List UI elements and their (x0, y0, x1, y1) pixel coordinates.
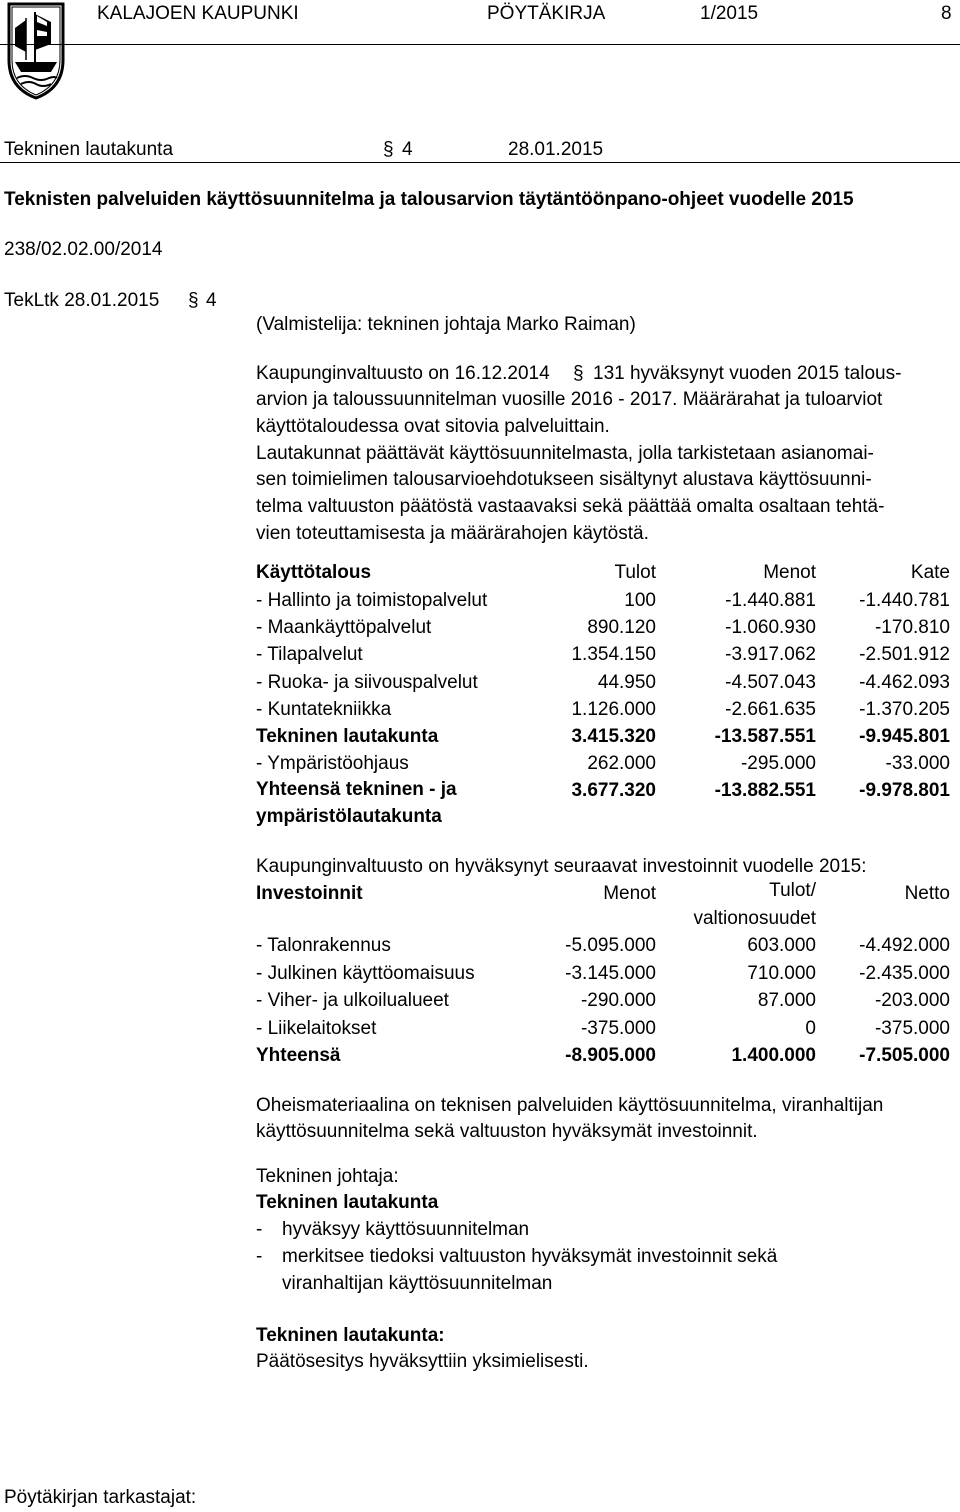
op-row-margin: -9.945.801 (859, 726, 950, 747)
op-row-name: - Hallinto ja toimistopalvelut (256, 590, 488, 611)
op-total-costs: -13.882.551 (714, 780, 816, 801)
op-row-income: 100 (624, 590, 656, 611)
proposal-item-dash: - (256, 1246, 263, 1267)
city-coat-of-arms-logo (5, 0, 67, 100)
op-row-name: - Maankäyttöpalvelut (256, 617, 432, 638)
inv-row-costs: -8.905.000 (565, 1045, 656, 1066)
intro-line-4: Lautakunnat päättävät käyttösuunnitelmasta, jolla tarkistetaan asianomai- (256, 443, 874, 464)
op-row-costs: -1.060.930 (725, 617, 816, 638)
attachments-line-1: Oheismateriaalina on teknisen palveluiden käyttösuunnitelma, viranhaltijan (256, 1095, 884, 1116)
op-row-income: 3.415.320 (571, 726, 656, 747)
inv-header-net: Netto (904, 883, 950, 904)
decision-body: Tekninen lautakunta: (256, 1325, 445, 1346)
op-row-costs: -2.661.635 (725, 699, 816, 720)
op-row-name: - Ruoka- ja siivouspalvelut (256, 672, 478, 693)
proposal-item-text: hyväksyy käyttösuunnitelman (282, 1219, 530, 1240)
header-page-number: 8 (941, 3, 952, 24)
preparer: (Valmistelija: tekninen johtaja Marko Raiman) (256, 314, 636, 335)
op-total-margin: -9.978.801 (859, 780, 950, 801)
inv-row-name: - Julkinen käyttöomaisuus (256, 963, 475, 984)
diary-number: 238/02.02.00/2014 (4, 239, 163, 260)
intro-line-1b: 131 hyväksynyt vuoden 2015 talous- (593, 363, 902, 384)
op-header-costs: Menot (763, 562, 816, 583)
intro-line-1a: Kaupunginvaltuusto on 16.12.2014 (256, 363, 550, 384)
header-doc-number: 1/2015 (700, 3, 759, 24)
op-row-margin: -1.440.781 (859, 590, 950, 611)
reference-section-number: 4 (206, 290, 217, 311)
op-row-costs: -4.507.043 (725, 672, 816, 693)
proposal-item (256, 1216, 529, 1243)
attachments-line-2: käyttösuunnitelma sekä valtuuston hyväksymät investoinnit. (256, 1121, 758, 1142)
proposal-by: Tekninen johtaja: (256, 1166, 399, 1187)
op-row-margin: -170.810 (874, 617, 950, 638)
inv-row-net: -203.000 (874, 990, 950, 1011)
op-row-name: - Ympäristöohjaus (256, 753, 409, 774)
op-total-income: 3.677.320 (571, 780, 656, 801)
intro-line-7: vien toteuttamisesta ja määrärahojen käytöstä. (256, 523, 649, 544)
op-row-margin: -1.370.205 (859, 699, 950, 720)
op-row-name: - Kuntatekniikka (256, 699, 392, 720)
inv-header-name: Investoinnit (256, 883, 363, 904)
inv-header-income-line-2: valtionosuudet (693, 908, 816, 929)
op-row-income: 44.950 (597, 672, 656, 693)
investments-intro: Kaupunginvaltuusto on hyväksynyt seuraavat investoinnit vuodelle 2015: (256, 856, 867, 877)
decision-text: Päätösesitys hyväksyttiin yksimielisesti. (256, 1351, 589, 1372)
op-total-name-line-2: ympäristölautakunta (256, 806, 442, 827)
op-row-income: 262.000 (587, 753, 656, 774)
op-row-margin: -2.501.912 (859, 644, 950, 665)
inv-row-net: -4.492.000 (859, 935, 950, 956)
proposal-body: Tekninen lautakunta (256, 1192, 439, 1213)
op-row-income: 1.354.150 (571, 644, 656, 665)
op-row-name: Tekninen lautakunta (256, 726, 439, 747)
inv-row-name: - Viher- ja ulkoilualueet (256, 990, 449, 1011)
proposal-item-text: merkitsee tiedoksi valtuuston hyväksymät investoinnit sekä (282, 1246, 778, 1267)
op-row-costs: -13.587.551 (714, 726, 816, 747)
header-city: KALAJOEN KAUPUNKI (97, 3, 299, 24)
inv-header-income-line-1: Tulot/ (769, 880, 816, 901)
inv-row-name: - Liikelaitokset (256, 1018, 377, 1039)
inv-row-income: 87.000 (757, 990, 816, 1011)
proposal-item-continuation: viranhaltijan käyttösuunnitelman (282, 1273, 553, 1294)
op-row-margin: -4.462.093 (859, 672, 950, 693)
op-row-costs: -295.000 (740, 753, 816, 774)
reference-label: TekLtk 28.01.2015 (4, 290, 160, 311)
meeting-section-number: 4 (402, 139, 413, 160)
header-doc-type: PÖYTÄKIRJA (487, 3, 606, 24)
proposal-item-dash: - (256, 1219, 263, 1240)
inv-row-net: -2.435.000 (859, 963, 950, 984)
op-header-margin: Kate (910, 562, 950, 583)
section-sign: § (383, 139, 394, 160)
inv-row-costs: -3.145.000 (565, 963, 656, 984)
op-total-name-line-1: Yhteensä tekninen - ja (256, 779, 457, 800)
inv-row-name: - Talonrakennus (256, 935, 391, 956)
inv-row-income: 0 (805, 1018, 816, 1039)
inv-header-costs: Menot (603, 883, 656, 904)
op-row-name: - Tilapalvelut (256, 644, 363, 665)
op-row-income: 1.126.000 (571, 699, 656, 720)
intro-section-sign: § (573, 363, 584, 384)
inv-row-costs: -290.000 (580, 990, 656, 1011)
op-row-costs: -3.917.062 (725, 644, 816, 665)
reference-section-sign: § (188, 290, 199, 311)
inv-row-net: -7.505.000 (859, 1045, 950, 1066)
intro-line-6: telma valtuuston päätöstä vastaavaksi sekä päättää omalta osaltaan tehtä- (256, 496, 885, 517)
inv-row-costs: -5.095.000 (565, 935, 656, 956)
inv-row-name: Yhteensä (256, 1045, 341, 1066)
footer-reviewers-label: Pöytäkirjan tarkastajat: (4, 1487, 197, 1508)
inv-row-income: 710.000 (747, 963, 816, 984)
page-title: Teknisten palveluiden käyttösuunnitelma ja talousarvion täytäntöönpano-ohjeet vuodelle 2015 (4, 189, 854, 210)
header-divider (0, 44, 960, 45)
op-header-income: Tulot (614, 562, 656, 583)
op-row-income: 890.120 (587, 617, 656, 638)
inv-row-income: 1.400.000 (731, 1045, 816, 1066)
inv-row-income: 603.000 (747, 935, 816, 956)
op-row-costs: -1.440.881 (725, 590, 816, 611)
inv-row-net: -375.000 (874, 1018, 950, 1039)
inv-row-costs: -375.000 (580, 1018, 656, 1039)
op-header-name: Käyttötalous (256, 562, 372, 583)
op-row-margin: -33.000 (885, 753, 950, 774)
intro-line-3: käyttötaloudessa ovat sitovia palveluittain. (256, 416, 610, 437)
proposal-item (256, 1243, 777, 1270)
meeting-date: 28.01.2015 (508, 139, 604, 160)
info-divider (0, 162, 960, 163)
intro-line-2: arvion ja taloussuunnitelman vuosille 2016 - 2017. Määrärahat ja tuloarviot (256, 389, 883, 410)
intro-line-5: sen toimielimen talousarvioehdotukseen sisältynyt alustava käyttösuunni- (256, 469, 872, 490)
meeting-body: Tekninen lautakunta (4, 139, 174, 160)
